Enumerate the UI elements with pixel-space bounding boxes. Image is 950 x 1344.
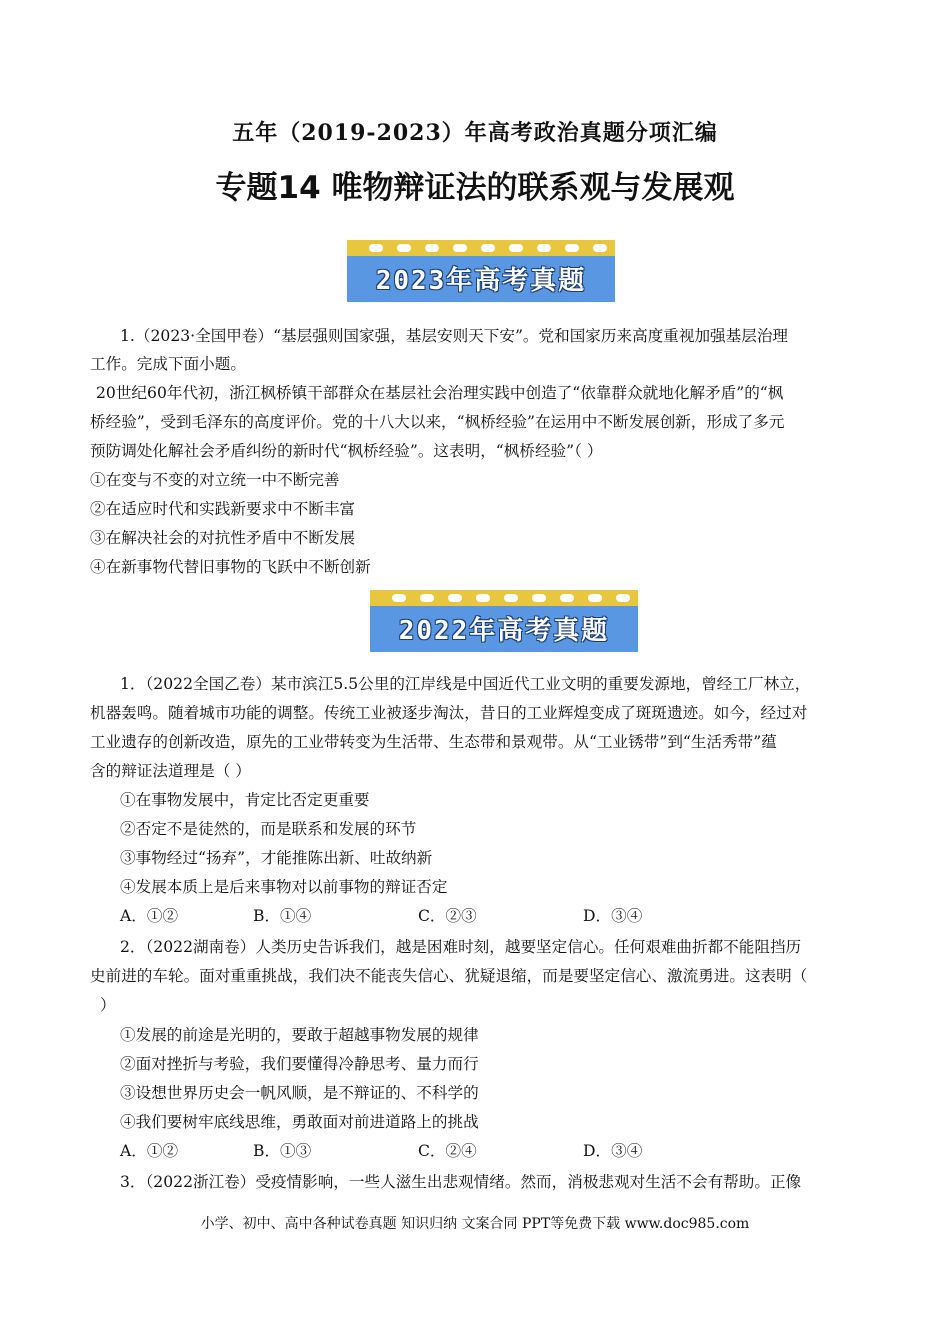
statement-item: ③在解决社会的对抗性矛盾中不断发展 [90,529,356,547]
statement-item: ①在变与不变的对立统一中不断完善 [90,471,340,489]
document-title: 专题14 唯物辩证法的联系观与发展观 [215,170,735,206]
page-footer: 小学、初中、高中各种试卷真题 知识归纳 文案合同 PPT等免费下载 www.doc985.com [200,1216,750,1232]
question-text-line: 工作。完成下面小题。 [90,355,246,373]
question-text-line: 工业遗存的创新改造，原先的工业带转变为生活带、生态带和景观带。从“工业锈带”到“生活秀带”蕴 [90,733,777,751]
answer-option-a: A．①② [120,1142,179,1160]
question-text-line: 机器轰鸣。随着城市功能的调整。传统工业被逐步淘汰，昔日的工业辉煌变成了斑斑遗迹。如今，经过对 [90,704,808,722]
question-text-line: 桥经验”，受到毛泽东的高度评价。党的十八大以来，“枫桥经验”在运用中不断发展创新，形成了多元 [90,413,785,431]
banner-tab-bar [347,240,615,256]
section-banner-2023 [347,240,615,302]
statement-item: ④我们要树牢底线思维，勇敢面对前进道路上的挑战 [120,1113,479,1131]
document-subtitle: 五年（2019-2023）年高考政治真题分项汇编 [232,120,718,146]
statement-item: ①在事物发展中，肯定比否定更重要 [120,791,370,809]
section-banner-2022 [370,590,638,652]
statement-item: ④在新事物代替旧事物的飞跃中不断创新 [90,558,371,576]
question-text-line: ） [100,996,116,1014]
banner-label: 2022年高考真题 [398,616,610,646]
question-text-line: 1．（2022全国乙卷）某市滨江5.5公里的江岸线是中国近代工业文明的重要发源地，曾经工厂林立， [120,675,811,693]
answer-option-c: C．②④ [418,1142,477,1160]
answer-option-d: D．③④ [583,907,643,925]
question-text-line: 预防调处化解社会矛盾纠纷的新时代“枫桥经验”。这表明，“枫桥经验”（ ） [90,442,603,460]
answer-option-d: D．③④ [583,1142,643,1160]
statement-item: ③事物经过“扬弃”，才能推陈出新、吐故纳新 [120,849,433,867]
statement-item: ④发展本质上是后来事物对以前事物的辩证否定 [120,878,448,896]
banner-tab-bar [370,590,638,606]
question-text-line: 20世纪60年代初，浙江枫桥镇干部群众在基层社会治理实践中创造了“依靠群众就地化解矛盾”的“枫 [96,384,784,402]
question-text-line: 史前进的车轮。面对重重挑战，我们决不能丧失信心、犹疑退缩，而是要坚定信心、激流勇进。这表明（ [90,967,808,985]
statement-item: ①发展的前途是光明的，要敢于超越事物发展的规律 [120,1026,479,1044]
answer-option-c: C．②③ [418,907,477,925]
answer-option-b: B．①④ [253,907,312,925]
statement-item: ②在适应时代和实践新要求中不断丰富 [90,500,356,518]
question-text-line: 2．（2022湖南卷）人类历史告诉我们，越是困难时刻，越要坚定信心。任何艰难曲折都不能阻挡历 [120,938,802,956]
statement-item: ②面对挫折与考验，我们要懂得冷静思考、量力而行 [120,1055,479,1073]
question-text-line: 1.（2023·全国甲卷）“基层强则国家强，基层安则天下安”。党和国家历来高度重视加强基层治理 [120,327,789,345]
answer-option-b: B．①③ [253,1142,312,1160]
answer-option-a: A．①② [120,907,179,925]
banner-label: 2023年高考真题 [375,266,587,296]
statement-item: ③设想世界历史会一帆风顺，是不辩证的、不科学的 [120,1084,479,1102]
question-text-line: 3．（2022浙江卷）受疫情影响，一些人滋生出悲观情绪。然而，消极悲观对生活不会有帮助。正像 [120,1173,802,1191]
statement-item: ②否定不是徒然的，而是联系和发展的环节 [120,820,417,838]
question-text-line: 含的辩证法道理是（ ） [90,762,251,780]
